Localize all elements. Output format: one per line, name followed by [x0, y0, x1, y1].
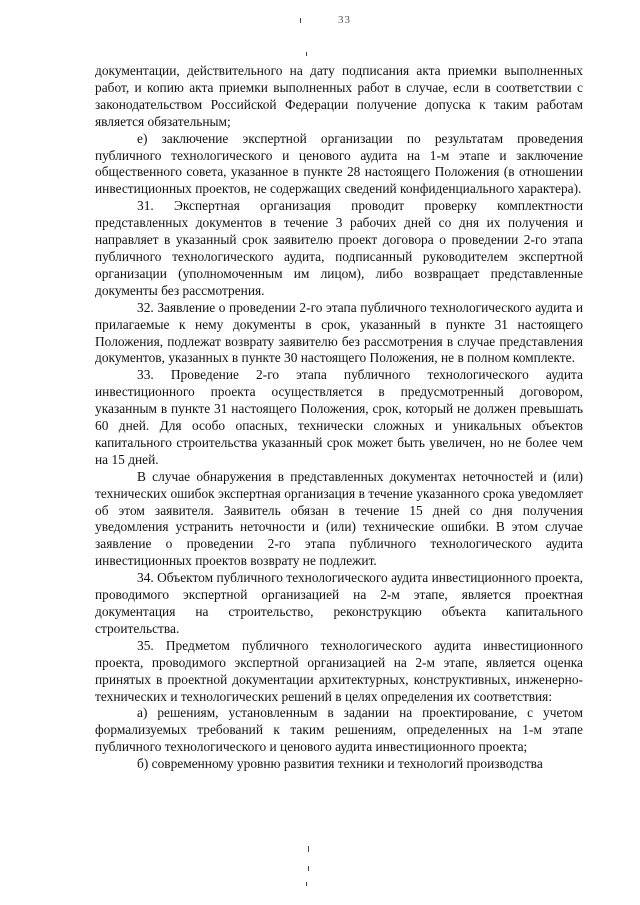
paragraph-31: 31. Экспертная организация проводит проверку комплектности представленных документов в течение 3 рабочих дней со дня их получения и направляет в указанный срок заявителю проект договора о проведении 2-го этапа публичного технологического аудита, подписанный руководителем экспертной организации (уполномоченным им лицом), либо возвращает представленные документы без рассмотрения.: [95, 198, 583, 298]
document-body: [95, 63, 583, 773]
paragraph-35-b: б) современному уровню развития техники и технологий производства: [137, 756, 543, 772]
scan-mark: [308, 846, 309, 852]
scan-mark: [308, 866, 309, 871]
paragraph-item-e: е) заключение экспертной организации по результатам проведения публичного технологического и ценового аудита на 1-м этапе и заключение общественного совета, указанное в пункте 28 настоящего Положения (в отношении инвестиционных проектов, не содержащих сведений конфиденциального характера).: [95, 130, 583, 197]
page-header: [0, 14, 640, 30]
paragraph-35-a: а) решениям, установленным в задании на проектирование, с учетом формализуемых требований к таким решениям, определенных на 1-м этапе публичного технологического и ценового аудита инвестиционного проекта;: [95, 705, 583, 755]
paragraph-continuation: документации, действительного на дату подписания акта приемки выполненных работ, и копию акта приемки выполненных работ в случае, если в соответствии с законодательством Российской Федерации получение допуска к таким работам является обязательным;: [95, 63, 583, 129]
scan-mark: [300, 18, 301, 23]
paragraph-33-errors: В случае обнаружения в представленных документах неточностей и (или) технических ошибок экспертная организация в течение указанного срока уведомляет об этом заявителя. Заявитель обязан в течение 15 дней со дня получения уведомления устранить неточности и (или) технические ошибки. В этом случае заявление о проведении 2-го этапа публичного технологического аудита инвестиционных проектов возврату не подлежит.: [95, 468, 583, 569]
paragraph-34: 34. Объектом публичного технологического аудита инвестиционного проекта, проводимого экспертной организацией на 2-м этапе, является проектная документация на строительство, реконструкцию объекта капитального строительства.: [95, 570, 583, 636]
paragraph-33: 33. Проведение 2-го этапа публичного технологического аудита инвестиционного проекта осуществляется в предусмотренный договором, указанным в пункте 31 настоящего Положения, срок, который не должен превышать 60 дней. Для особо опасных, технически сложных и уникальных объектов капитального строительства указанный срок может быть увеличен, но не более чем на 15 дней.: [95, 367, 583, 467]
page-number: 33: [338, 14, 351, 26]
scan-mark: [306, 882, 307, 886]
paragraph-32: 32. Заявление о проведении 2-го этапа публичного технологического аудита и прилагаемые к нему документы в срок, указанный в пункте 31 настоящего Положения, подлежат возврату заявителю без рассмотрения в случае представления документов, указанных в пункте 30 настоящего Положения, не в полном комплекте.: [95, 299, 583, 366]
scan-mark: [306, 52, 307, 56]
paragraph-35: 35. Предметом публичного технологического аудита инвестиционного проекта, проводимого экспертной организацией на 2-м этапе, является оценка принятых в проектной документации архитектурных, конструктивных, инженерно-технических и технологических решений в целях определения их соответствия:: [95, 637, 583, 704]
